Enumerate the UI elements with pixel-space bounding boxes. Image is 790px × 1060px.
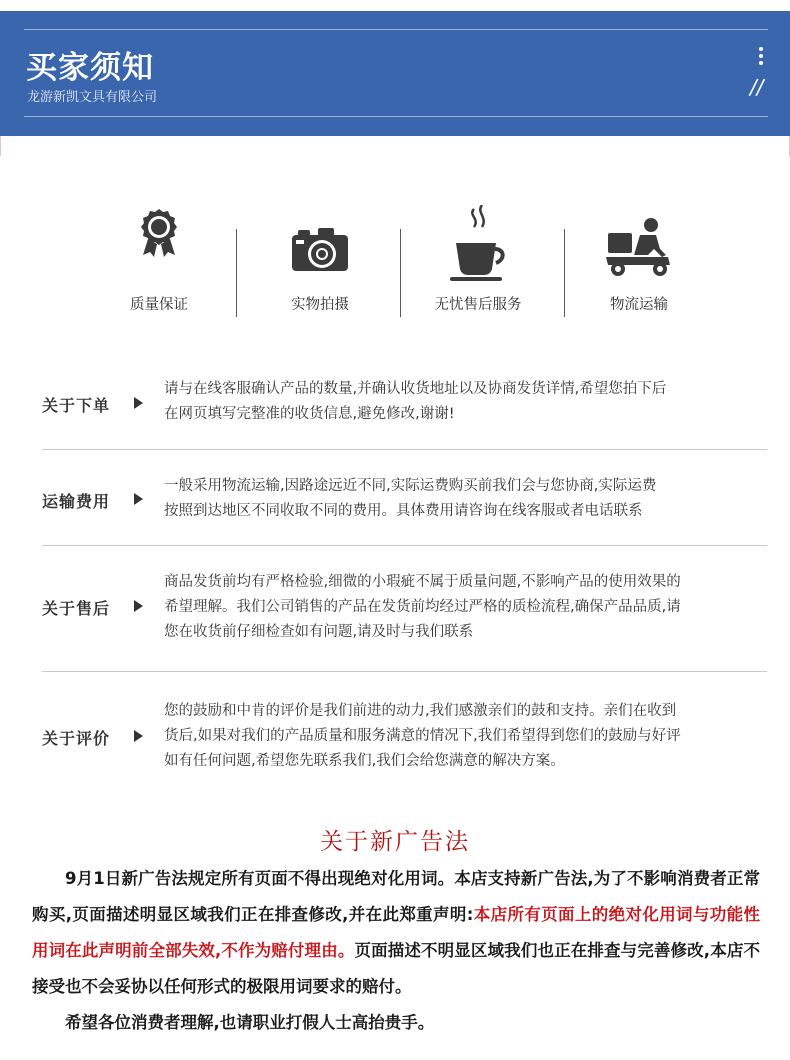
faq-line: 请与在线客服确认产品的数量,并确认收货地址以及协商发货详情,希望您拍下后 (164, 381, 667, 397)
faq-line: 商品发货前均有严格检验,细微的小瑕疵不属于质量问题,不影响产品的使用效果的 (164, 574, 681, 590)
notice-text: 9月1日新广告法规定所有页面不得出现绝对化用词。本店支持新广告法,为了不影响消费者正常购买,页面描述明显区域我们正在排查修改,并在此郑重声明: (32, 869, 760, 924)
faq-line: 货后,如果对我们的产品质量和服务满意的情况下,我们希望得到您们的鼓励与好评 (164, 728, 681, 744)
delivery-scooter-icon (604, 215, 674, 283)
triangle-right-icon (134, 730, 143, 742)
banner-top-rule (24, 29, 768, 30)
notice-text: 页面描述不明显区域我们也正在排查与完善修改,本店不接受也不会妥协以任何形式的极限用词要求的赔付。 (32, 941, 760, 996)
company-name: 龙游新凯文具有限公司 (27, 90, 158, 105)
service-label: 质量保证 (130, 297, 188, 313)
notice-highlight: 本店所有页面上的绝对化用词与功能性用词在此声明前全部失效,不作为赔付理由。 (32, 905, 761, 960)
faq-body (164, 699, 769, 774)
faq-heading: 关于售后 (42, 599, 111, 618)
faq-line: 按照到达地区不同收取不同的费用。具体费用请咨询在线客服或者电话联系 (164, 503, 643, 519)
camera-icon (288, 225, 352, 279)
triangle-right-icon (134, 397, 143, 409)
triangle-right-icon (134, 600, 143, 612)
medal-icon (135, 205, 183, 263)
faq-body (164, 474, 769, 524)
service-quality (79, 205, 239, 320)
service-label: 实物拍摄 (291, 297, 349, 313)
service-real-photo (240, 205, 400, 320)
faq-body (164, 570, 769, 645)
banner-bottom-rule (24, 116, 768, 117)
faq-line: 希望理解。我们公司销售的产品在发货前均经过严格的质检流程,确保产品品质,请 (164, 599, 681, 615)
notice-paragraph: 希望各位消费者理解,也请职业打假人士高抬贵手。 (65, 1013, 435, 1032)
faq-line: 一般采用物流运输,因路途远近不同,实际运费购买前我们会与您协商,实际运费 (164, 478, 657, 494)
banner-slash-decoration: // (750, 75, 764, 99)
service-logistics (559, 205, 719, 320)
divider (236, 229, 237, 317)
faq-body (164, 377, 769, 427)
faq-line: 在网页填写完整准的收货信息,避免修改,谢谢! (164, 406, 455, 422)
notice-paragraph (32, 861, 760, 1005)
section-divider (42, 671, 767, 672)
faq-line: 如有任何问题,希望您先联系我们,我们会给您满意的解决方案。 (164, 753, 565, 769)
faq-heading: 关于下单 (42, 396, 111, 415)
page-title: 买家须知 (26, 50, 154, 86)
section-divider (42, 545, 767, 546)
more-dots-icon (758, 47, 764, 68)
header-banner (0, 11, 790, 136)
service-label: 物流运输 (610, 297, 668, 313)
faq-line: 您的鼓励和中肯的评价是我们前进的动力,我们感激亲们的鼓和支持。亲们在收到 (164, 703, 677, 719)
section-divider (42, 449, 767, 450)
service-label: 无忧售后服务 (434, 297, 522, 313)
left-edge-line (0, 136, 1, 156)
notice-title: 关于新广告法 (320, 829, 470, 855)
triangle-right-icon (134, 493, 143, 505)
service-after-sales (398, 205, 558, 320)
faq-heading: 关于评价 (42, 729, 111, 748)
notice-body (32, 861, 760, 1041)
coffee-cup-icon (446, 205, 510, 287)
service-icons-row (0, 205, 790, 325)
faq-heading: 运输费用 (42, 492, 111, 511)
faq-line: 您在收货前仔细检查如有问题,请及时与我们联系 (164, 624, 474, 640)
